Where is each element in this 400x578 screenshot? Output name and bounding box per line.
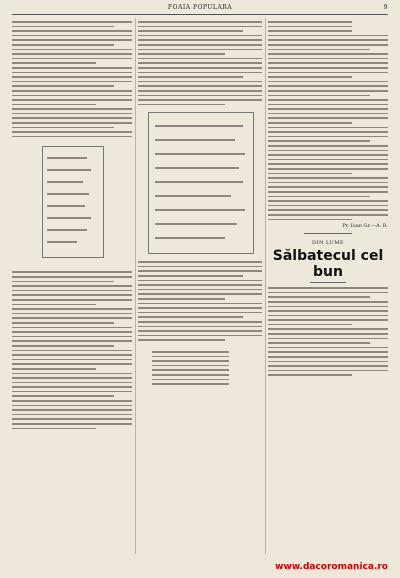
text-block: [138, 21, 262, 105]
header-rule: [12, 14, 388, 15]
text-block: [12, 21, 132, 137]
separator-rule: [268, 233, 388, 234]
watermark-link[interactable]: www.dacoromanica.ro: [275, 562, 388, 572]
statistics-table: [138, 344, 262, 400]
text-block: [268, 287, 388, 376]
column-2: [138, 18, 262, 554]
rotated-table: [138, 108, 262, 258]
text-block: [268, 21, 388, 220]
column-divider: [135, 18, 136, 554]
page-number: 9: [383, 4, 388, 11]
text-block: [138, 261, 262, 341]
article-kicker: DIN LUME: [312, 240, 344, 247]
column-divider: [265, 18, 266, 554]
title-underline: [268, 282, 388, 283]
page-header: [12, 4, 388, 14]
signature: Pr. Ioan Gr.—A. B.: [342, 223, 388, 230]
text-block: [12, 271, 132, 429]
article-title: Sălbatecul cel bun: [272, 248, 384, 281]
column-1: [12, 18, 132, 554]
newspaper-title: FOAIA POPULARA: [167, 4, 233, 11]
rotated-table: [12, 140, 132, 268]
column-3: [268, 18, 388, 554]
